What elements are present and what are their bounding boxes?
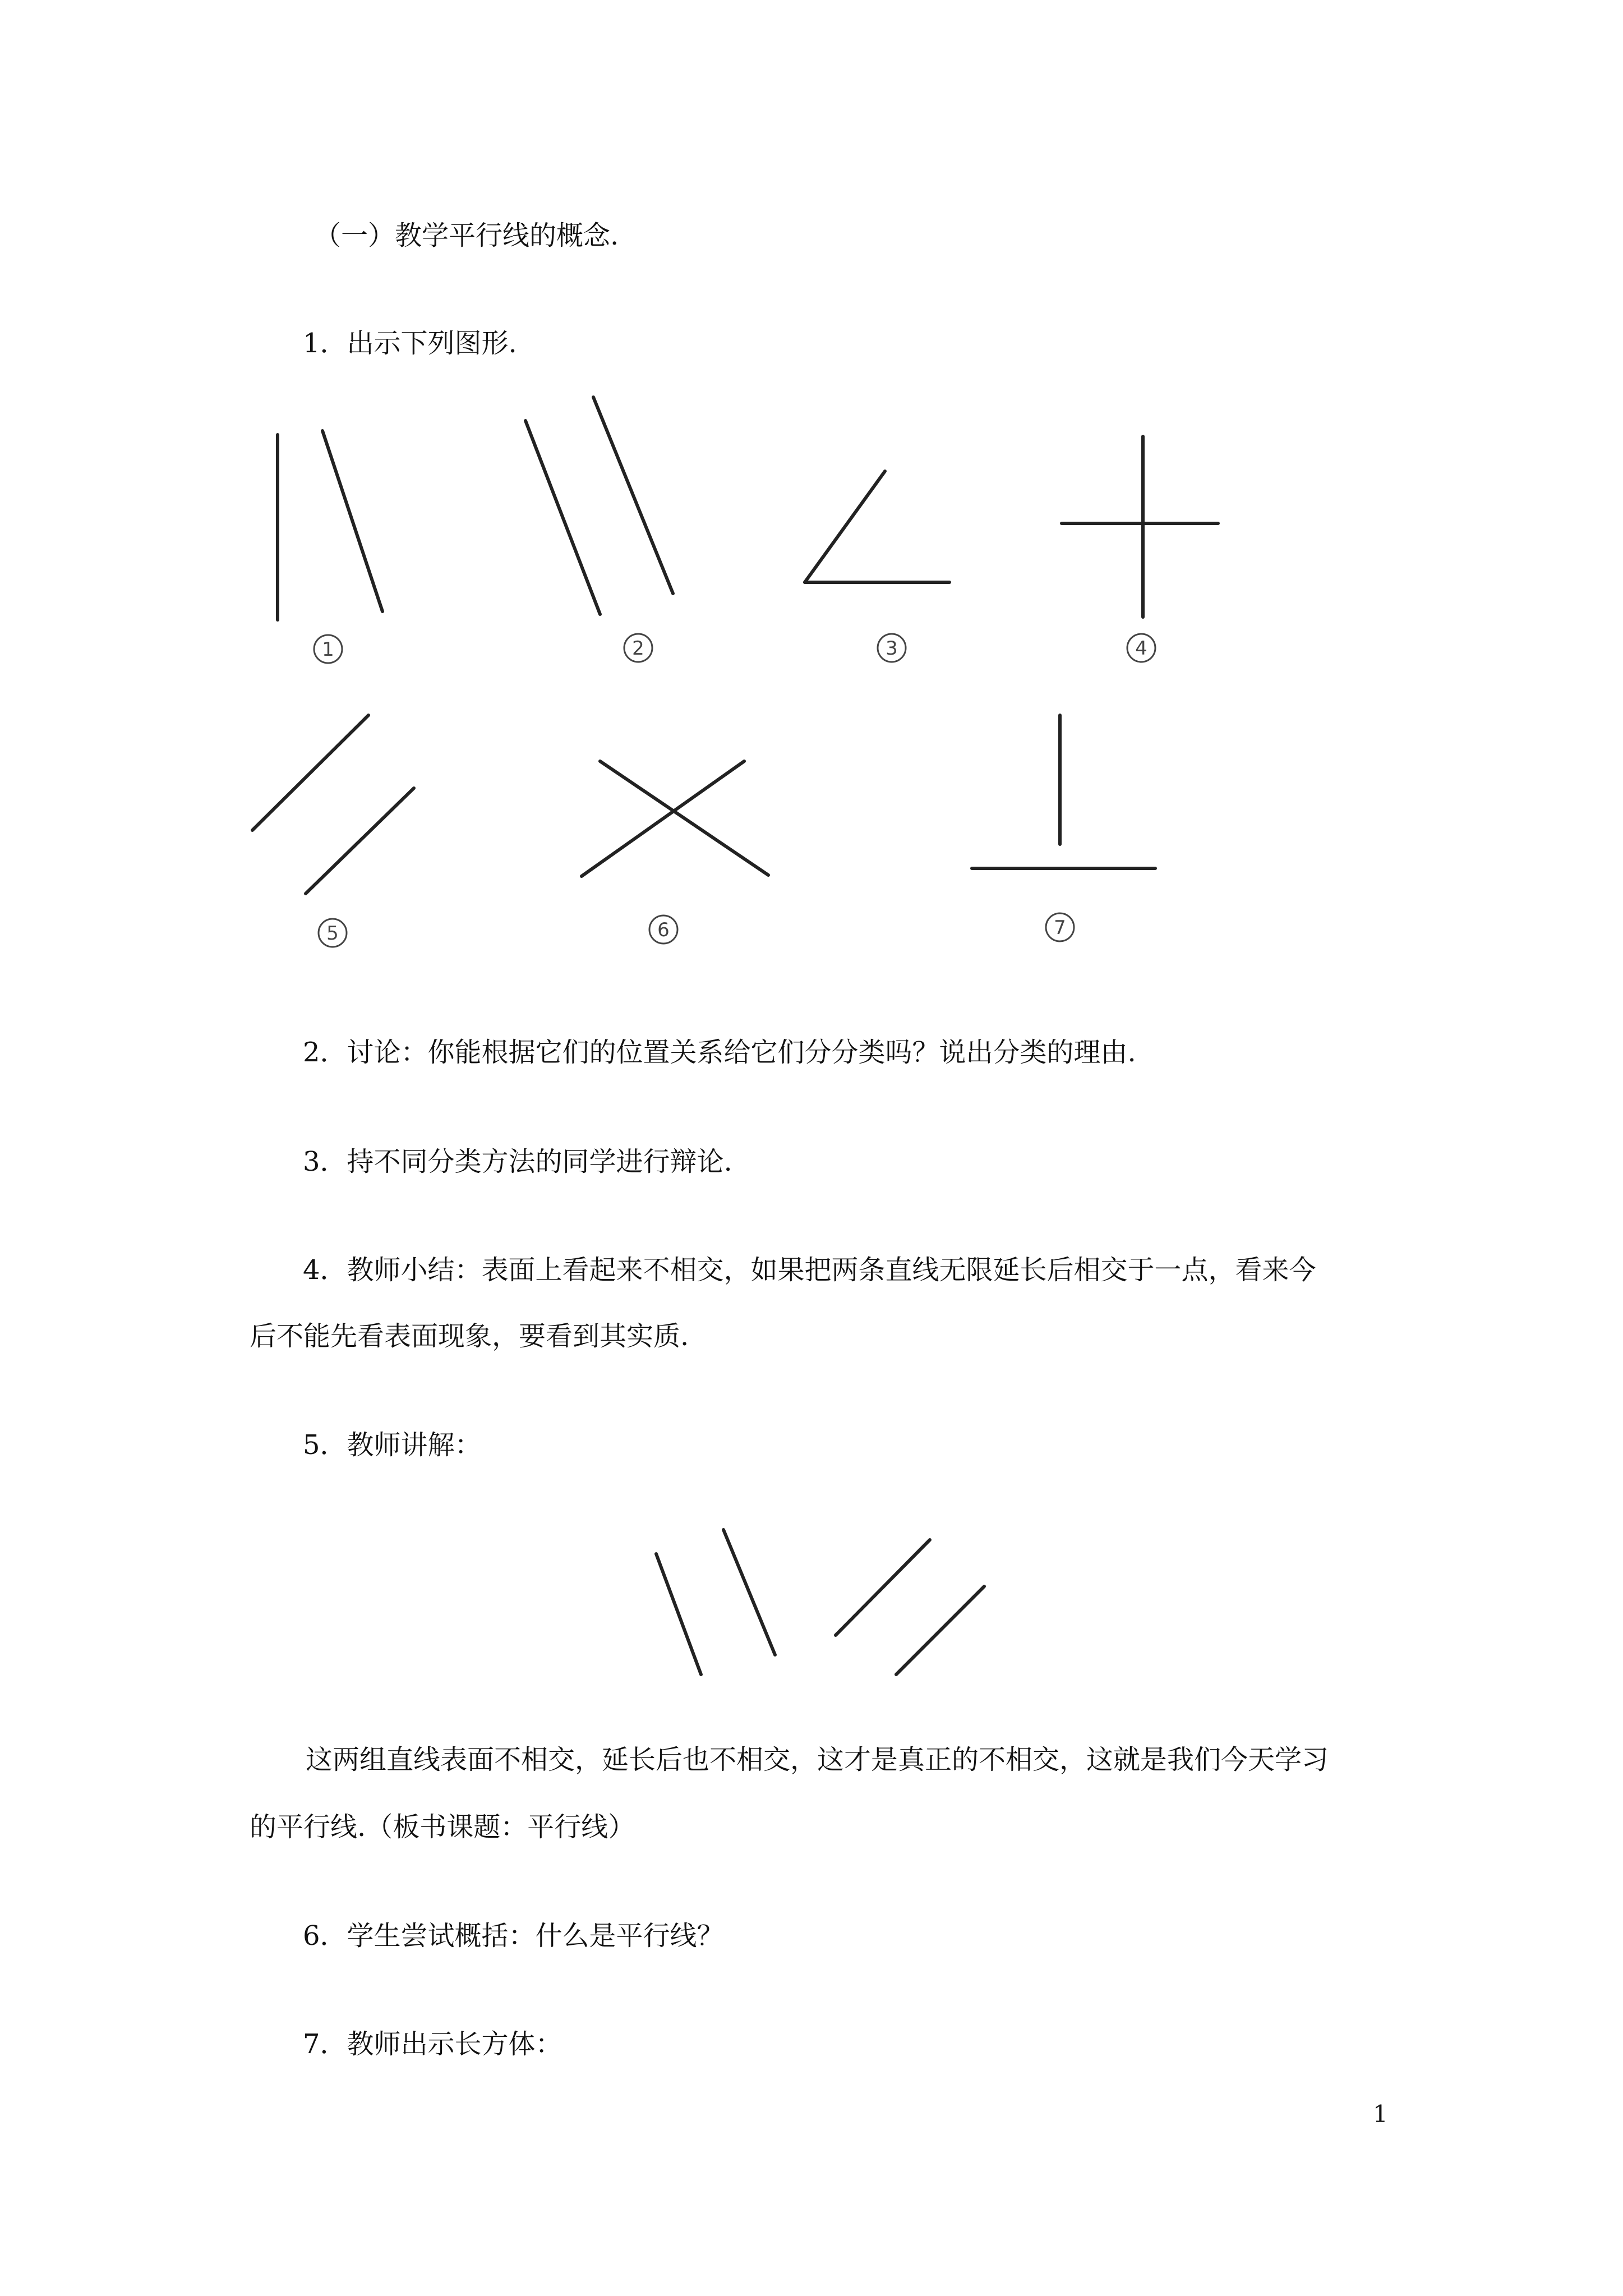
paragraph-5-text-line-1: 这两组直线表面不相交，延长后也不相交，这才是真正的不相交，这就是我们今天学习 [306, 1744, 1329, 1775]
figure-7-lines [972, 715, 1155, 868]
paragraph-3: 3．持不同分类方法的同学进行辩论. [303, 1146, 732, 1177]
figure-label-5 [319, 919, 347, 947]
figure-label-4 [1127, 634, 1155, 662]
paragraph-4-line-1: 4．教师小结：表面上看起来不相交，如果把两条直线无限延长后相交于一点，看来今 [303, 1254, 1316, 1286]
figure-5-lines [252, 715, 414, 894]
figure-label-2 [624, 634, 652, 662]
figure-label-5-text: 5 [326, 922, 339, 945]
figure-label-6-text: 6 [657, 919, 670, 941]
line-figures [0, 0, 1623, 954]
section-heading: （一）教学平行线的概念. [314, 220, 619, 251]
figure-label-3 [878, 634, 906, 662]
figure-label-1-text: 1 [322, 638, 334, 661]
figure-2-lines [525, 397, 673, 614]
paragraph-4-line-2: 后不能先看表面现象，要看到其实质. [250, 1320, 689, 1352]
figure-label-3-text: 3 [886, 637, 898, 660]
paragraph-2: 2．讨论：你能根据它们的位置关系给它们分分类吗？说出分类的理由. [303, 1037, 1136, 1068]
figure-label-4-text: 4 [1135, 637, 1147, 660]
paragraph-6: 6．学生尝试概括：什么是平行线？ [303, 1920, 724, 1952]
figure-1-lines [278, 431, 382, 620]
paragraph-7: 7．教师出示长方体： [303, 2028, 562, 2060]
page-number: 1 [1373, 2100, 1388, 2128]
figure-label-7-text: 7 [1054, 917, 1066, 939]
paragraph-5-text-line-2: 的平行线.（板书课题：平行线） [250, 1811, 635, 1843]
figure-6-lines [582, 761, 768, 876]
parallel-group-steep [656, 1530, 775, 1674]
figure-label-6 [649, 915, 677, 944]
paragraph-1: 1．出示下列图形. [303, 328, 517, 359]
figure-label-1 [314, 635, 342, 663]
figure-3-lines [805, 471, 949, 582]
figure-label-2-text: 2 [632, 637, 644, 660]
figure-4-lines [1062, 436, 1218, 617]
parallel-group-diagonal [836, 1540, 984, 1674]
paragraph-5: 5．教师讲解： [303, 1429, 482, 1461]
figure-label-7 [1046, 913, 1074, 941]
